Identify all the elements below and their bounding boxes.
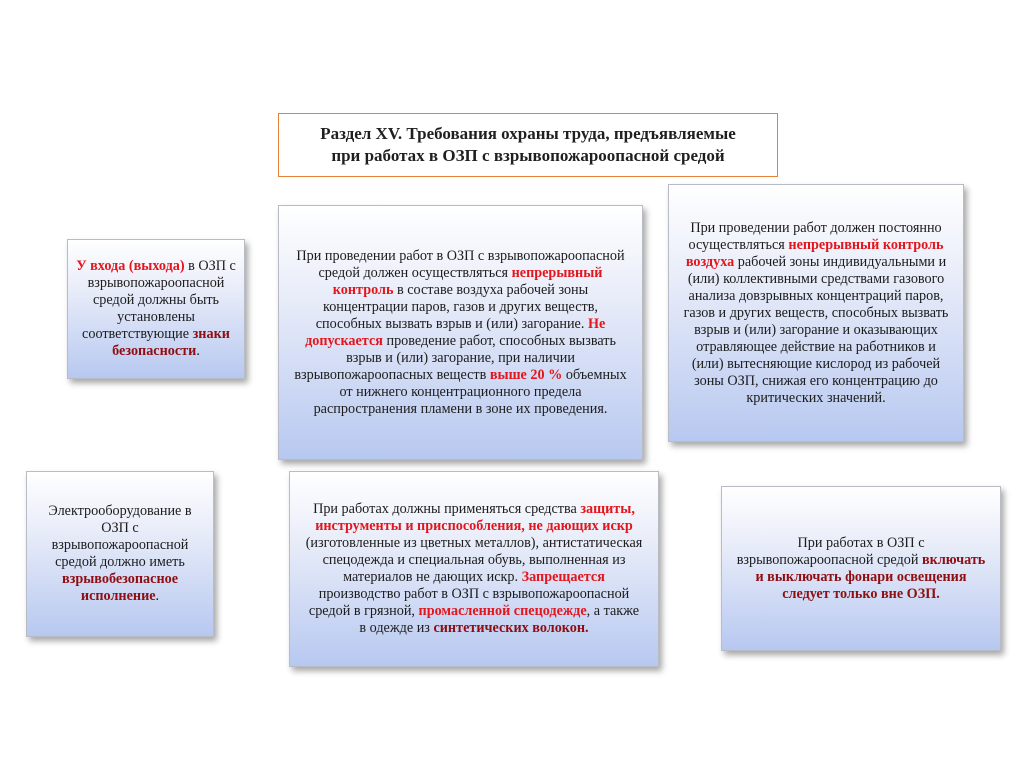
- continuous-control-text: При проведении работ в ОЗП с взрывопожароопасной средой должен осуществляться непрерывный контроль в составе воздуха рабочей зоны концентрации паров, газов и других веществ, способных вызвать взрыв и (или) загорание. Не допускается проведение работ, способных вызвать взрыв и (или) загорание, при наличии взрывопожароопасных веществ выше 20 % объемных от нижнего концентрационного предела распространения пламени в зоне их проведения.: [294, 247, 627, 417]
- air-control-highlight: непрерывный контроль воздуха: [685, 236, 944, 270]
- protective-means-text: При работах должны применяться средства защиты, инструменты и приспособления, не дающих искр (изготовленные из цветных металлов), антистатическая спецодежда и специальная обувь, выполненная из материалов не дающих искр. Запрещается производство работ в ОЗП с взрывопожароопасной средой в грязной, промасленной спецодежде, а также в одежде из синтетических волокон.: [305, 501, 643, 636]
- oily-clothing-highlight: промасленной спецодежде: [418, 603, 587, 619]
- electrical-equipment-card: [26, 471, 214, 637]
- air-control-text: При проведении работ должен постоянно осуществляться непрерывный контроль воздуха рабочей зоны индивидуальными и (или) коллективными средствами газового анализа довзрывных концентраций паров, газов и других веществ, способных вызвать взрыв и (или) загорание и оказывающих отравляющее действие на работников и (или) вытесняющие кислород из рабочей зоны ОЗП, снижая его концентрацию до критических значений.: [683, 219, 949, 406]
- lights-outside-highlight: включать и выключать фонари освещения следует только вне ОЗП.: [755, 551, 986, 602]
- synthetic-fibers-highlight: синтетических волокон.: [433, 620, 589, 636]
- threshold-highlight: выше 20 %: [489, 366, 563, 383]
- continuous-control-card: [278, 205, 643, 460]
- section-title-line2: при работах в ОЗП с взрывопожароопасной средой: [331, 146, 725, 165]
- entrance-highlight: У входа (выхода): [76, 258, 185, 274]
- explosion-proof-highlight: взрывобезопасное исполнение: [61, 571, 179, 604]
- electrical-equipment-text: Электрооборудование в ОЗП с взрывопожароопасной средой должно иметь взрывобезопасное исполнение.: [48, 503, 192, 604]
- not-allowed-highlight: Не допускается: [305, 315, 606, 349]
- section-title-line1: Раздел XV. Требования охраны труда, предъявляемые: [320, 124, 736, 143]
- entrance-signs-text: У входа (выхода) в ОЗП с взрывопожароопасной средой должны быть установлены соответствующие знаки безопасности.: [76, 258, 236, 359]
- entrance-signs-card: [67, 239, 245, 379]
- section-title: [278, 113, 778, 177]
- lighting-text: При работах в ОЗП с взрывопожароопасной средой включать и выключать фонари освещения следует только вне ОЗП.: [736, 534, 986, 602]
- spark-free-highlight: защиты, инструменты и приспособления, не дающих искр: [315, 501, 635, 534]
- lighting-card: [721, 486, 1001, 651]
- continuous-control-highlight: непрерывный контроль: [332, 264, 603, 298]
- safety-signs-highlight: знаки безопасности: [112, 326, 230, 359]
- prohibited-highlight: Запрещается: [521, 569, 605, 585]
- protective-means-card: [289, 471, 659, 667]
- air-control-card: [668, 184, 964, 442]
